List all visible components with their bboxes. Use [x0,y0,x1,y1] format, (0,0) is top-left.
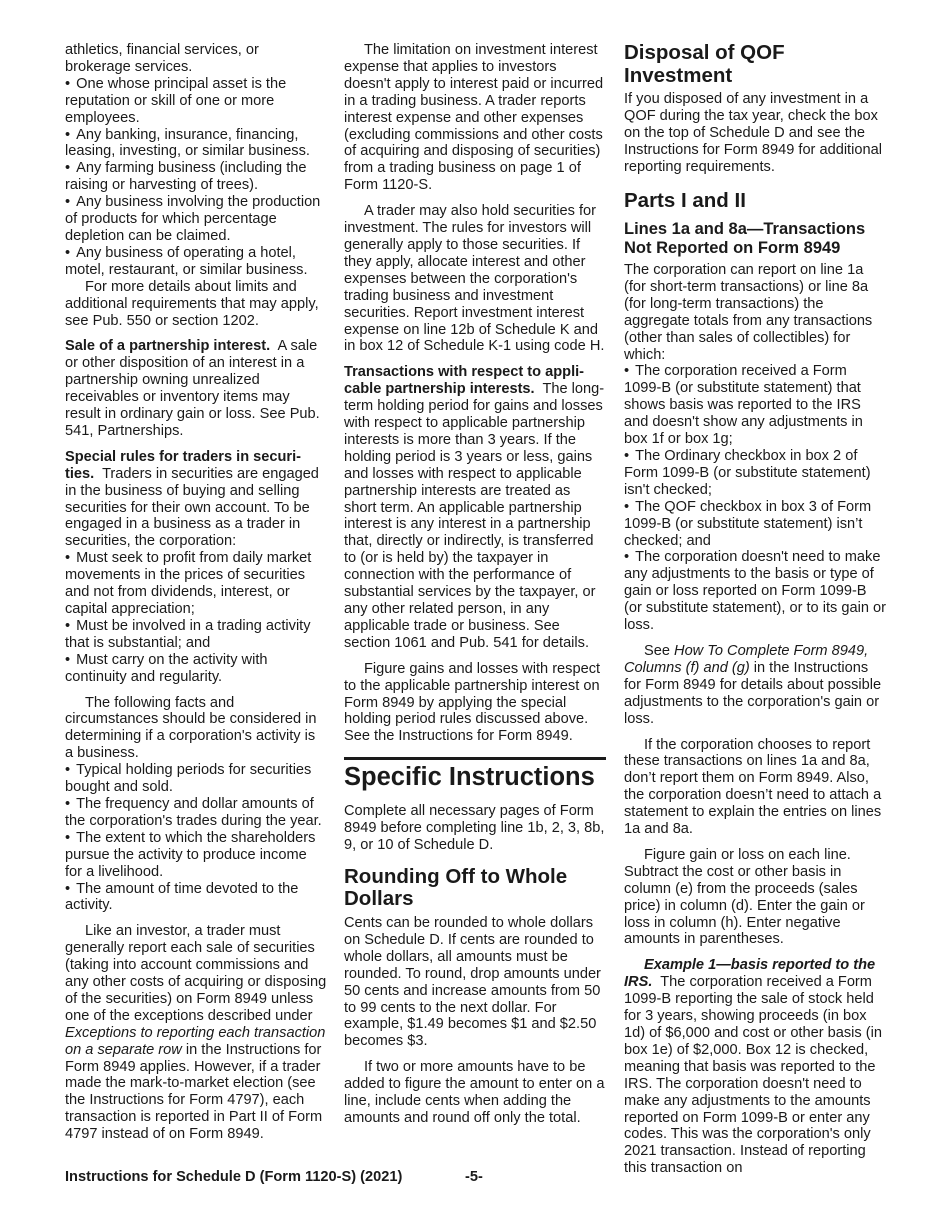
bullet-item: • One whose principal asset is the reputation or skill of one or more employees. [65,76,327,127]
column-left [65,42,327,1143]
paragraph: If the corporation chooses to report these transactions on lines 1a and 8a, don’t report them on Form 8949. Also, the corporation doesn’t need to attach a statement to explain the entries on lines 1a and 8a. [624,736,882,838]
bullet-item: • The QOF checkbox in box 3 of Form 1099-B (or substitute statement) isn’t checked; and [624,499,886,550]
run-in-heading: Transactions with respect to appli-cable partnership interests. [344,364,585,398]
heading-specific-instructions: Specific Instructions [344,757,606,792]
run-in-heading: Example 1—basis reported to the IRS. [624,957,876,991]
heading-disposal-qof: Disposal of QOF Investment [624,41,785,87]
heading-rounding: Rounding Off to Whole Dollars [344,864,568,911]
paragraph-see-how-to: See How To Complete Form 8949, Columns (f) and (g) in the Instructions for Form 8949 for details about possible adjustments to the corporation's gain or loss. [624,642,882,727]
paragraph-example-1: Example 1—basis reported to the IRS. The corporation received a Form 1099-B reporting the sale of stock held for 3 years, showing proceeds (in box 1d) of $6,000 and cost or other basis (in box 1e) of $2,000. Box 12 is checked, meaning that basis was reported to the IRS. The corporation doesn't need to make any adjustments to the amounts reported on Form 1099-B or enter any codes. This was the corporation's only 2021 transaction. Instead of reporting this transaction on [624,957,882,1177]
bullet-item: • The amount of time devoted to the activity. [65,881,327,915]
bullet-item: • Any business of operating a hotel, motel, restaurant, or similar business. [65,245,327,279]
footer-title: Instructions for Schedule D (Form 1120-S) (2021) [65,1169,403,1185]
paragraph: The corporation can report on line 1a (for short-term transactions) or line 8a (for long-term transactions) the aggregate totals from any transactions (other than sales of collectibles) for which: [624,262,873,363]
paragraph: athletics, financial services, or brokerage services. [65,42,259,75]
paragraph: The limitation on investment interest expense that applies to investors doesn't apply to interest paid or incurred in a trading business. A trader reports interest expense and other expenses (excluding commissions and other costs of acquiring and disposing of securities) from a trading business on page 1 of Form 1120-S. [344,42,604,194]
paragraph: For more details about limits and additional requirements that may apply, see Pub. 550 or section 1202. [65,278,319,329]
run-in-heading: Special rules for traders in securi-ties. [65,448,302,482]
column-middle [344,42,606,1127]
paragraph-traders: Special rules for traders in securi-ties. Traders in securities are engaged in the business of buying and selling securities for their own account. To be engaged in a business as a trader in securities, the corporation: [65,448,319,550]
bullet-item: • The extent to which the shareholders pursue the activity to produce income for a livelihood. [65,830,327,881]
bullet-item: • The Ordinary checkbox in box 2 of Form 1099-B (or substitute statement) isn't checked; [624,448,886,499]
bullet-item: • Must carry on the activity with continuity and regularity. [65,652,327,686]
heading-parts-i-ii: Parts I and II [624,188,746,212]
bullet-item: • The corporation received a Form 1099-B (or substitute statement) that shows basis was reported to the IRS and doesn't show any adjustments in box 1f or box 1g; [624,363,886,448]
paragraph: Complete all necessary pages of Form 8949 before completing line 1b, 2, 3, 8b, 9, or 10 of Schedule D. [344,803,605,854]
paragraph: Figure gain or loss on each line. Subtract the cost or other basis in column (e) from the proceeds (sales price) in column (d). Enter the gain or loss in column (h). Enter negative amounts in parentheses. [624,846,865,948]
bullet-item: • Typical holding periods for securities bought and sold. [65,762,327,796]
paragraph: If two or more amounts have to be added to figure the amount to enter on a line, include cents when adding the amounts and round off only the total. [344,1059,605,1126]
bullet-item: • Must seek to profit from daily market movements in the prices of securities and not from dividends, interest, or capital appreciation; [65,550,327,618]
paragraph: A trader may also hold securities for investment. The rules for investors will generally apply to those securities. If they apply, allocate interest and other expenses between the corporation's trading business and investment securities. Report investment interest expense on line 12b of Schedule K and in box 12 of Schedule K-1 using code H. [344,203,605,355]
bullet-item: • Any business involving the production of products for which percentage depletion can be claimed. [65,194,327,245]
bullet-item: • The corporation doesn't need to make any adjustments to the basis or type of gain or loss reported on Form 1099-B (or substitute statement), or to its gain or loss. [624,549,886,634]
heading-lines-1a-8a: Lines 1a and 8a—Transactions Not Reported on Form 8949 [624,220,866,258]
bullet-item: • Any banking, insurance, financing, leasing, investing, or similar business. [65,127,327,161]
paragraph: If you disposed of any investment in a QOF during the tax year, check the box on the top of Schedule D and see the Instructions for Form 8949 for additional reporting requirements. [624,91,882,175]
paragraph: The following facts and circumstances should be considered in determining if a corporation's activity is a business. [65,694,317,762]
paragraph: Figure gains and losses with respect to the applicable partnership interest on Form 8949 by applying the special holding period rules discussed above. See the Instructions for Form 8949. [344,660,601,745]
paragraph-sale-partnership: Sale of a partnership interest. A sale or other disposition of an interest in a partnership owning unrealized receivables or inventory items may result in ordinary gain or loss. See Pub. 541, Partnerships. [65,338,320,439]
paragraph-trader-reporting: Like an investor, a trader must generally report each sale of securities (taking into account commissions and any other costs of acquiring or disposing of the securities) on Form 8949 unless one of the exceptions described under Exceptions to reporting each transaction on a separate row in the Instructions for Form 8949 applies. However, if a trader made the mark-to-market election (see the Instructions for Form 4797), each transaction is reported in Part II of Form 4797 instead of on Form 8949. [65,923,327,1143]
run-in-heading: Sale of a partnership interest. [65,338,271,355]
bullet-item: • The frequency and dollar amounts of the corporation's trades during the year. [65,796,327,830]
paragraph-partnership-interests: Transactions with respect to appli-cable partnership interests. The long-term holding period for gains and losses with respect to applicable partnership interests is more than 3 years. If the holding period is 3 years or less, gains and losses with respect to applicable partnership interests are treated as short term. An applicable partnership interest is any interest in a partnership that, directly or indirectly, is transferred to (or is held by) the taxpayer in connection with the performance of substantial services by the taxpayer, or any other related person, in any applicable trade or business. See section 1061 and Pub. 541 for details. [344,364,605,651]
bullet-item: • Must be involved in a trading activity that is substantial; and [65,618,327,652]
bullet-item: • Any farming business (including the raising or harvesting of trees). [65,160,327,194]
paragraph: Cents can be rounded to whole dollars on Schedule D. If cents are rounded to whole dollars, all amounts must be rounded. To round, drop amounts under 50 cents and increase amounts from 50 to 99 cents to the next dollar. For example, $1.49 becomes $1 and $2.50 becomes $3. [344,914,601,1050]
page-number: -5- [465,1169,483,1185]
column-right [624,42,886,1177]
